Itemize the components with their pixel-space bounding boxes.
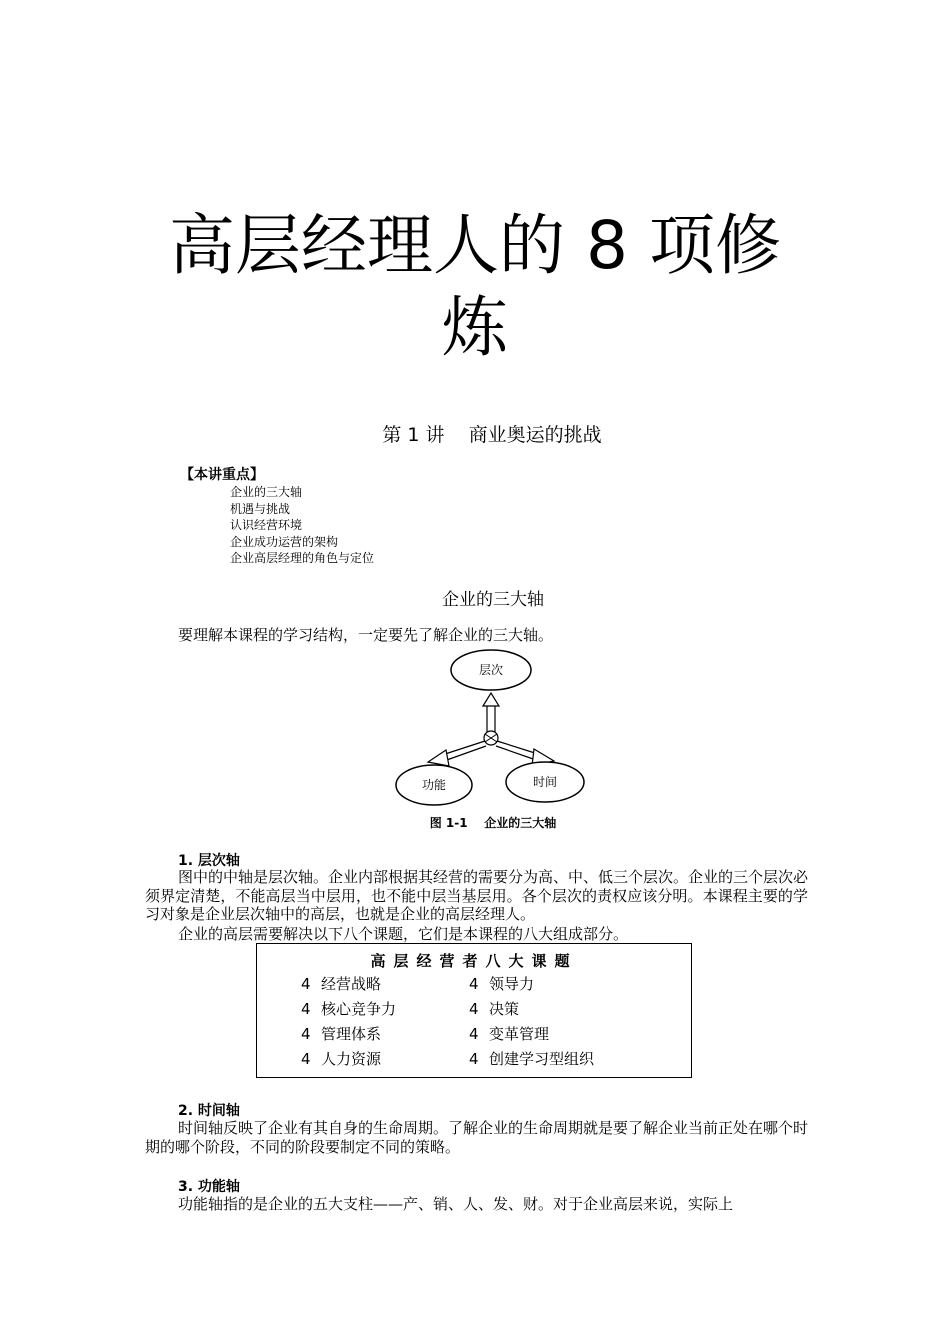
- key-point-item: 企业成功运营的架构: [230, 534, 339, 549]
- topic-item: 4 管理体系: [301, 1025, 382, 1043]
- topic-item: 4 决策: [469, 1000, 520, 1018]
- time-node-label: 时间: [532, 775, 558, 789]
- title-line-1: 高层经理人的 8 项修: [169, 207, 781, 284]
- topic-item: 4 核心竞争力: [301, 1000, 397, 1018]
- key-point-item: 机遇与挑战: [230, 501, 291, 516]
- bullet-icon: 4: [469, 1050, 479, 1068]
- topic-item: 4 经营战略: [301, 975, 382, 993]
- topic-item: 4 领导力: [469, 975, 535, 993]
- key-points-list: [230, 484, 374, 567]
- key-point-item: 企业的三大轴: [230, 485, 303, 499]
- bullet-icon: 4: [469, 1025, 479, 1043]
- key-points-heading: 【本讲重点】: [180, 467, 264, 483]
- key-point-item: 企业高层经理的角色与定位: [230, 551, 375, 565]
- subheading-layer-axis: 1. 层次轴: [178, 853, 240, 869]
- bullet-icon: 4: [469, 1000, 479, 1018]
- intro-text: 要理解本课程的学习结构，一定要先了解企业的三大轴。: [178, 626, 554, 644]
- up-arrow: [483, 693, 499, 733]
- title-line-2: 炼: [442, 289, 508, 366]
- paragraph-topics-intro: 企业的高层需要解决以下八个课题，它们是本课程的八大组成部分。: [178, 925, 629, 943]
- paragraph-layer-axis: 图中的中轴是层次轴。企业内部根据其经营的需要分为高、中、低三个层次。企业的三个层次必须界定清楚，不能高层当中层用，也不能中层当基层用。各个层次的责权应该分明。本课程主要的学习对象是企业层次轴中的高层，也就是企业的高层经理人。: [145, 868, 809, 923]
- bullet-icon: 4: [469, 975, 479, 993]
- bullet-icon: 4: [301, 1000, 311, 1018]
- left-arrow: [428, 741, 486, 766]
- key-point-item: 认识经营环境: [230, 518, 303, 532]
- subheading-function-axis: 3. 功能轴: [178, 1179, 240, 1195]
- topic-item: 4 变革管理: [469, 1025, 550, 1043]
- function-node-label: 功能: [421, 778, 447, 792]
- paragraph-time-axis: 时间轴反映了企业有其自身的生命周期。了解企业的生命周期就是要了解企业当前正处在哪个时期的哪个阶段，不同的阶段要制定不同的策略。: [145, 1119, 809, 1156]
- topics-box: [256, 943, 692, 1078]
- bullet-icon: 4: [301, 975, 311, 993]
- bullet-icon: 4: [301, 1050, 311, 1068]
- section-title: 企业的三大轴: [442, 590, 544, 610]
- layer-node-label: 层次: [478, 663, 504, 677]
- lecture-title: 第 1 讲 商业奥运的挑战: [382, 424, 602, 446]
- paragraph-function-axis: 功能轴指的是企业的五大支柱——产、销、人、发、财。对于企业高层来说，实际上: [178, 1195, 734, 1213]
- subheading-time-axis: 2. 时间轴: [178, 1103, 240, 1119]
- topic-item: 4 人力资源: [301, 1050, 382, 1068]
- three-axes-diagram: [388, 645, 598, 810]
- topics-title: 高层经营者八大课题: [370, 952, 578, 970]
- figure-caption: 图 1-1 企业的三大轴: [429, 816, 557, 830]
- document-title: [150, 205, 800, 369]
- topic-item: 4 创建学习型组织: [469, 1050, 595, 1068]
- bullet-icon: 4: [301, 1025, 311, 1043]
